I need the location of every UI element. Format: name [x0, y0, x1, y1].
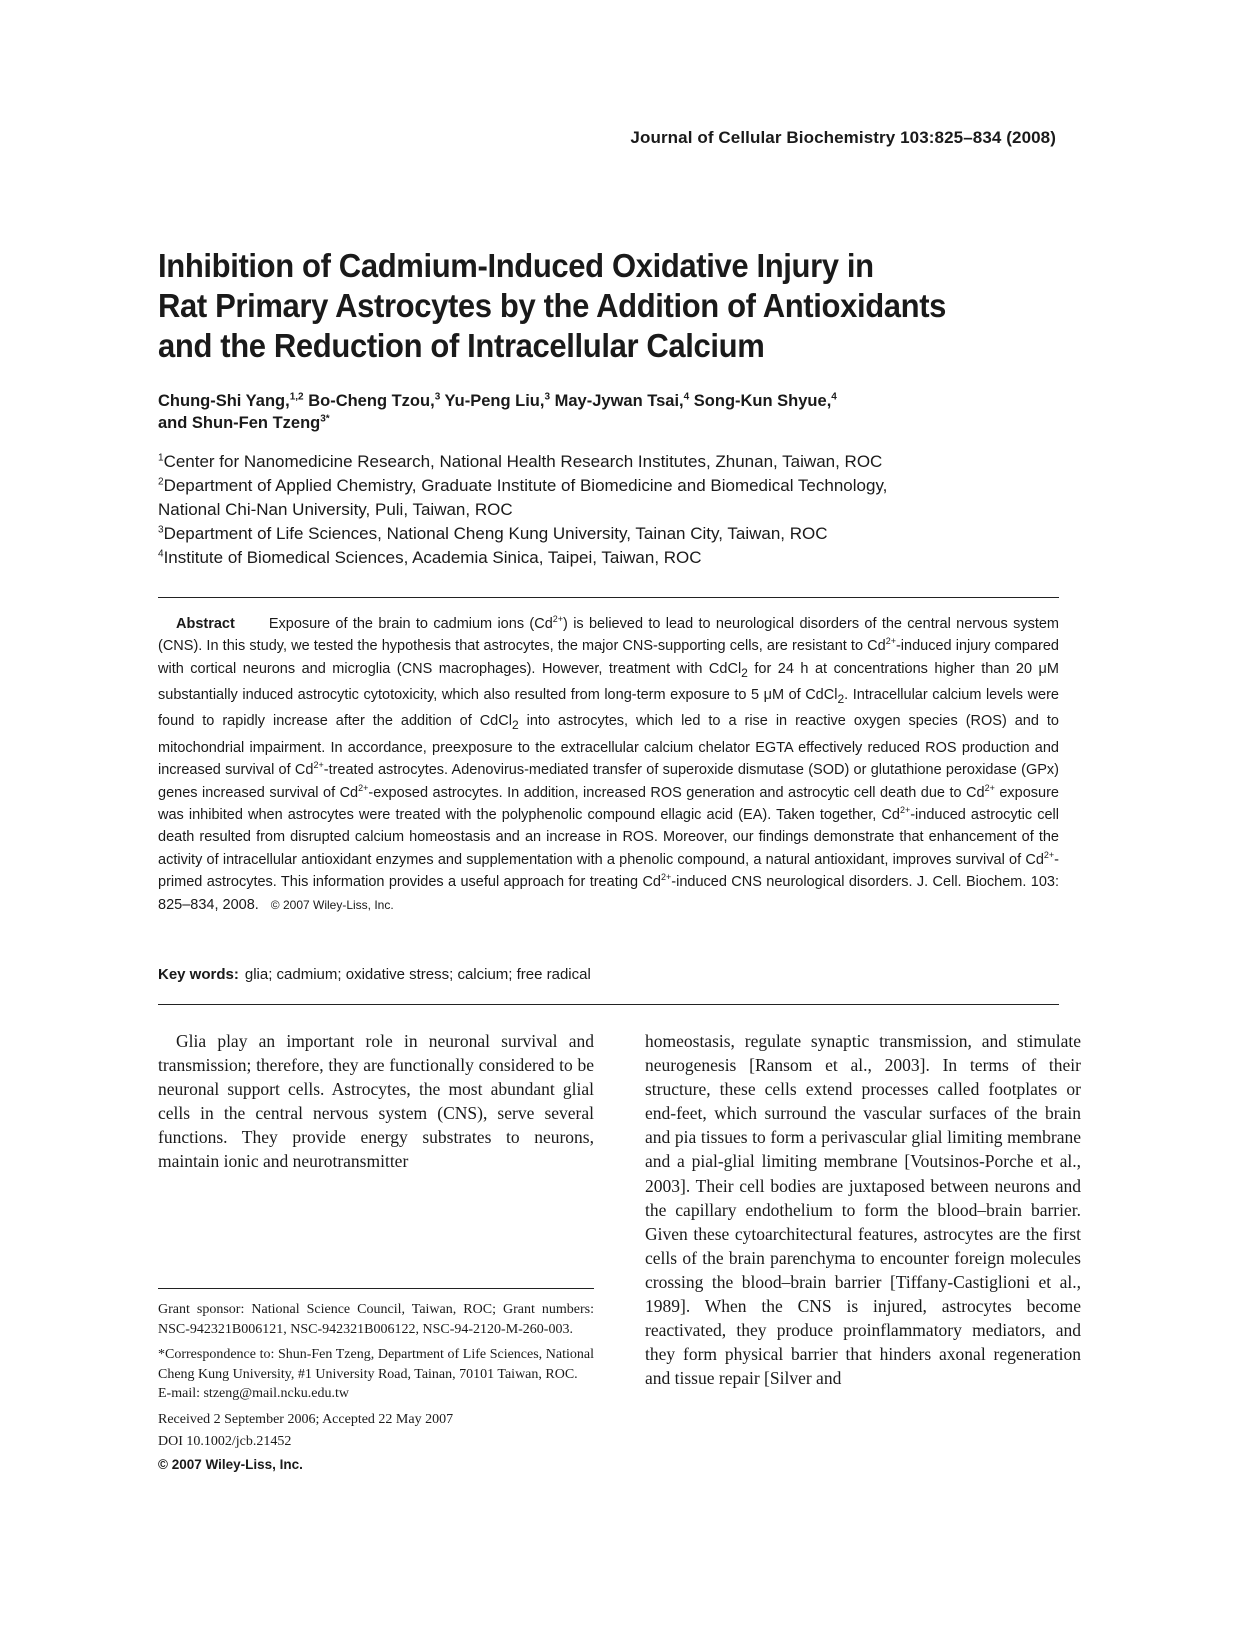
title-line: and the Reduction of Intracellular Calcium	[158, 327, 765, 364]
abstract-top-rule	[158, 597, 1059, 598]
body-paragraph: Glia play an important role in neuronal survival and transmission; therefore, they are functionally considered to be neuronal support cells. Astrocytes, the most abundant glial cells in the central nervous system (CNS), serve several functions. They provide energy substrates to neurons, maintain ionic and neurotransmitter	[158, 1031, 594, 1172]
body-column-left	[158, 1029, 594, 1174]
author-list	[158, 390, 1038, 434]
email-note[interactable]: E-mail: stzeng@mail.ncku.edu.tw	[158, 1386, 349, 1402]
author: Chung-Shi Yang,$^{1,2}$	[158, 391, 304, 410]
abstract-label: Abstract	[176, 616, 235, 632]
author: Song-Kun Shyue,$^4$	[693, 391, 837, 410]
footnotes	[158, 1300, 594, 1481]
author: May-Jywan Tsai,$^4$	[554, 391, 690, 410]
article-title	[158, 246, 1023, 366]
title-line: Inhibition of Cadmium-Induced Oxidative Injury in	[158, 247, 874, 284]
doi-note[interactable]: DOI 10.1002/jcb.21452	[158, 1433, 292, 1449]
footnote-rule	[158, 1288, 594, 1289]
keywords-text: glia; cadmium; oxidative stress; calcium; free radical	[244, 966, 591, 983]
author: Bo-Cheng Tzou,$^3$	[308, 391, 441, 410]
correspondence-note: *Correspondence to: Shun-Fen Tzeng, Department of Life Sciences, National Cheng Kung University, #1 University Road, Tainan, 70101 Taiwan, ROC.	[158, 1347, 594, 1382]
title-line: Rat Primary Astrocytes by the Addition of Antioxidants	[158, 287, 947, 324]
abstract: Abstract Exposure of the brain to cadmium ions $(Cd^{2+})$ is believed to lead to neurological disorders of the central nervous system (CNS). In this study, we tested the hypothesis that astrocytes, the major CNS-supporting cells, are resistant to $Cd^{2+}$-induced injury compared with cortical neurons and microglia (CNS macrophages). However, treatment with CdCl$_2$ for 24 h at concentrations higher than 20 μM substantially induced astrocytic cytotoxicity, which also resulted from long-term exposure to 5 μM of CdCl$_2$. Intracellular calcium levels were found to rapidly increase after the addition of CdCl$_2$ into astrocytes, which led to a rise in reactive oxygen species (ROS) and to mitochondrial impairment. In accordance, preexposure to the extracellular calcium chelator EGTA effectively reduced ROS production and increased survival of $Cd^{2+}$-treated astrocytes. Adenovirus-mediated transfer of superoxide dismutase (SOD) or glutathione peroxidase (GPx) genes increased survival of $Cd^{2+}$-exposed astrocytes. In addition, increased ROS generation and astrocytic cell death due to $Cd^{2+}$ exposure was inhibited when astrocytes were treated with the polyphenolic compound ellagic acid (EA). Taken together, $Cd^{2+}$-induced astrocytic cell death resulted from disrupted calcium homeostasis and an increase in ROS. Moreover, our findings demonstrate that enhancement of the activity of intracellular antioxidant enzymes and supplementation with a phenolic compound, a natural antioxidant, improves survival of $Cd^{2+}$-primed astrocytes. This information provides a useful approach for treating $Cd^{2+}$-induced CNS neurological disorders. J. Cell. Biochem. 103: 825–834, 2008. © 2007 Wiley-Liss, Inc.	[158, 614, 1060, 913]
affiliation-list	[158, 450, 1058, 570]
copyright-note: © 2007 Wiley-Liss, Inc.	[158, 1457, 303, 1473]
author: Yu-Peng Liu,$^3$	[444, 391, 551, 410]
keywords	[158, 966, 591, 983]
journal-citation-header: Journal of Cellular Biochemistry 103:825–834 (2008)	[630, 128, 1056, 147]
received-note: Received 2 September 2006; Accepted 22 May 2007	[158, 1411, 454, 1427]
affiliation: $^3$Department of Life Sciences, National Cheng Kung University, Tainan City, Taiwan, ROC	[158, 524, 828, 543]
author: and Shun-Fen Tzeng$^{3*}$	[158, 413, 330, 432]
body-column-right	[645, 1029, 1081, 1390]
keywords-label: Key words:	[158, 966, 239, 983]
abstract-copyright: © 2007 Wiley-Liss, Inc.	[270, 897, 394, 912]
grant-note: Grant sponsor: National Science Council, Taiwan, ROC; Grant numbers: NSC-942321B006121, NSC-942321B006122, NSC-94-2120-M-260-003.	[158, 1302, 594, 1337]
body-top-rule	[158, 1004, 1059, 1005]
affiliation: $^1$Center for Nanomedicine Research, National Health Research Institutes, Zhunan, Taiwan, ROC	[158, 452, 883, 471]
affiliation: $^4$Institute of Biomedical Sciences, Academia Sinica, Taipei, Taiwan, ROC	[158, 548, 702, 567]
affiliation: National Chi-Nan University, Puli, Taiwan, ROC	[158, 500, 513, 519]
body-paragraph: homeostasis, regulate synaptic transmission, and stimulate neurogenesis [Ransom et al., 2003]. In terms of their structure, these cells extend processes called footplates or end-feet, which surround the vascular surfaces of the brain and pia tissues to form a perivascular glial limiting membrane and a pial-glial limiting membrane [Voutsinos-Porche et al., 2003]. Their cell bodies are juxtaposed between neurons and the capillary endothelium to form the blood–brain barrier. Given these cytoarchitectural features, astrocytes are the first cells of the brain parenchyma to encounter foreign molecules crossing the blood–brain barrier [Tiffany-Castiglioni et al., 1989]. When the CNS is injured, astrocytes become reactivated, they produce proinflammatory mediators, and they form physical barrier that hinders axonal regeneration and tissue repair [Silver and	[645, 1031, 1081, 1389]
affiliation: $^2$Department of Applied Chemistry, Graduate Institute of Biomedicine and Biomedical Technology,	[158, 476, 888, 495]
